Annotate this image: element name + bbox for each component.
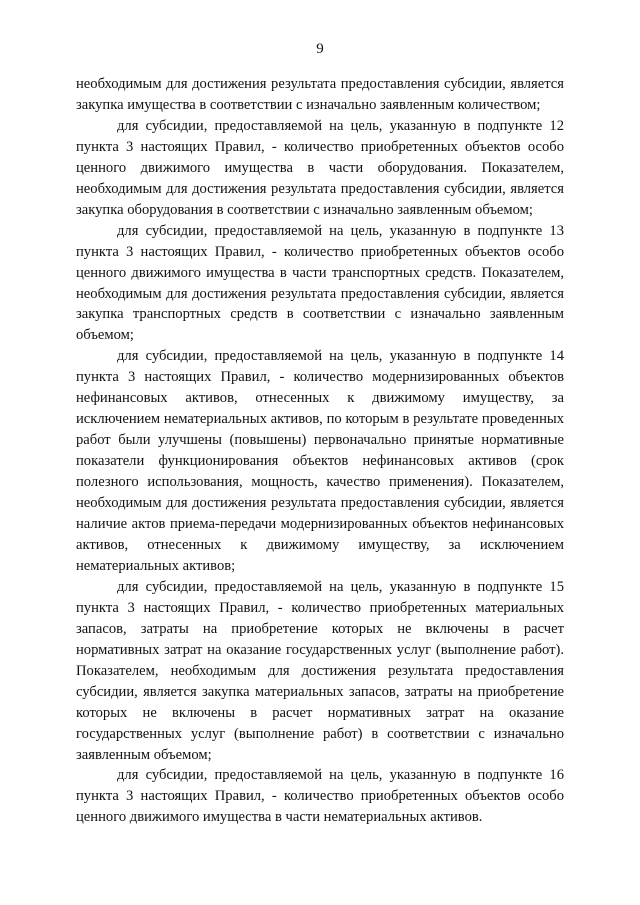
paragraph-4: для субсидии, предоставляемой на цель, указанную в подпункте 14 пункта 3 настоящих Правил, - количество модернизированных объектов нефинансовых активов, отнесенных к движимому имуществу, за исключением нематериальных активов, по которым в результате проведенных работ были улучшены (повышены) первоначально принятые нормативные показатели функционирования объектов нефинансовых активов (срок полезного использования, мощность, качество применения). Показателем, необходимым для достижения результата предоставления субсидии, является наличие актов приема-передачи модернизированных объектов нефинансовых активов, отнесенных к движимому имуществу, за исключением нематериальных активов; [76,348,564,574]
document-body [76,74,564,828]
paragraph-1: необходимым для достижения результата предоставления субсидии, является закупка имущества в соответствии с изначально заявленным количеством; [76,76,564,113]
page-number: 9 [316,41,324,57]
paragraph-6: для субсидии, предоставляемой на цель, указанную в подпункте 16 пункта 3 настоящих Правил, - количество приобретенных объектов особо ценного движимого имущества в части нематериальных активов. [76,767,564,826]
paragraph-2: для субсидии, предоставляемой на цель, указанную в подпункте 12 пункта 3 настоящих Правил, - количество приобретенных объектов особо ценного движимого имущества в части оборудования. Показателем, необходимым для достижения результата предоставления субсидии, является закупка оборудования в соответствии с изначально заявленным объемом; [76,117,564,218]
paragraph-5: для субсидии, предоставляемой на цель, указанную в подпункте 15 пункта 3 настоящих Правил, - количество приобретенных материальных запасов, затраты на приобретение которых не включены в расчет нормативных затрат на оказание государственных услуг (выполнение работ). Показателем, необходимым для достижения результата предоставления субсидии, является закупка материальных запасов, затраты на приобретение которых не включены в расчет нормативных затрат на оказание государственных услуг (выполнение работ) в соответствии с изначально заявленным объемом; [76,578,564,763]
paragraph-3: для субсидии, предоставляемой на цель, указанную в подпункте 13 пункта 3 настоящих Правил, - количество приобретенных объектов особо ценного движимого имущества в части транспортных средств. Показателем, необходимым для достижения результата предоставления субсидии, является закупка транспортных средств в соответствии с изначально заявленным объемом; [76,222,564,344]
